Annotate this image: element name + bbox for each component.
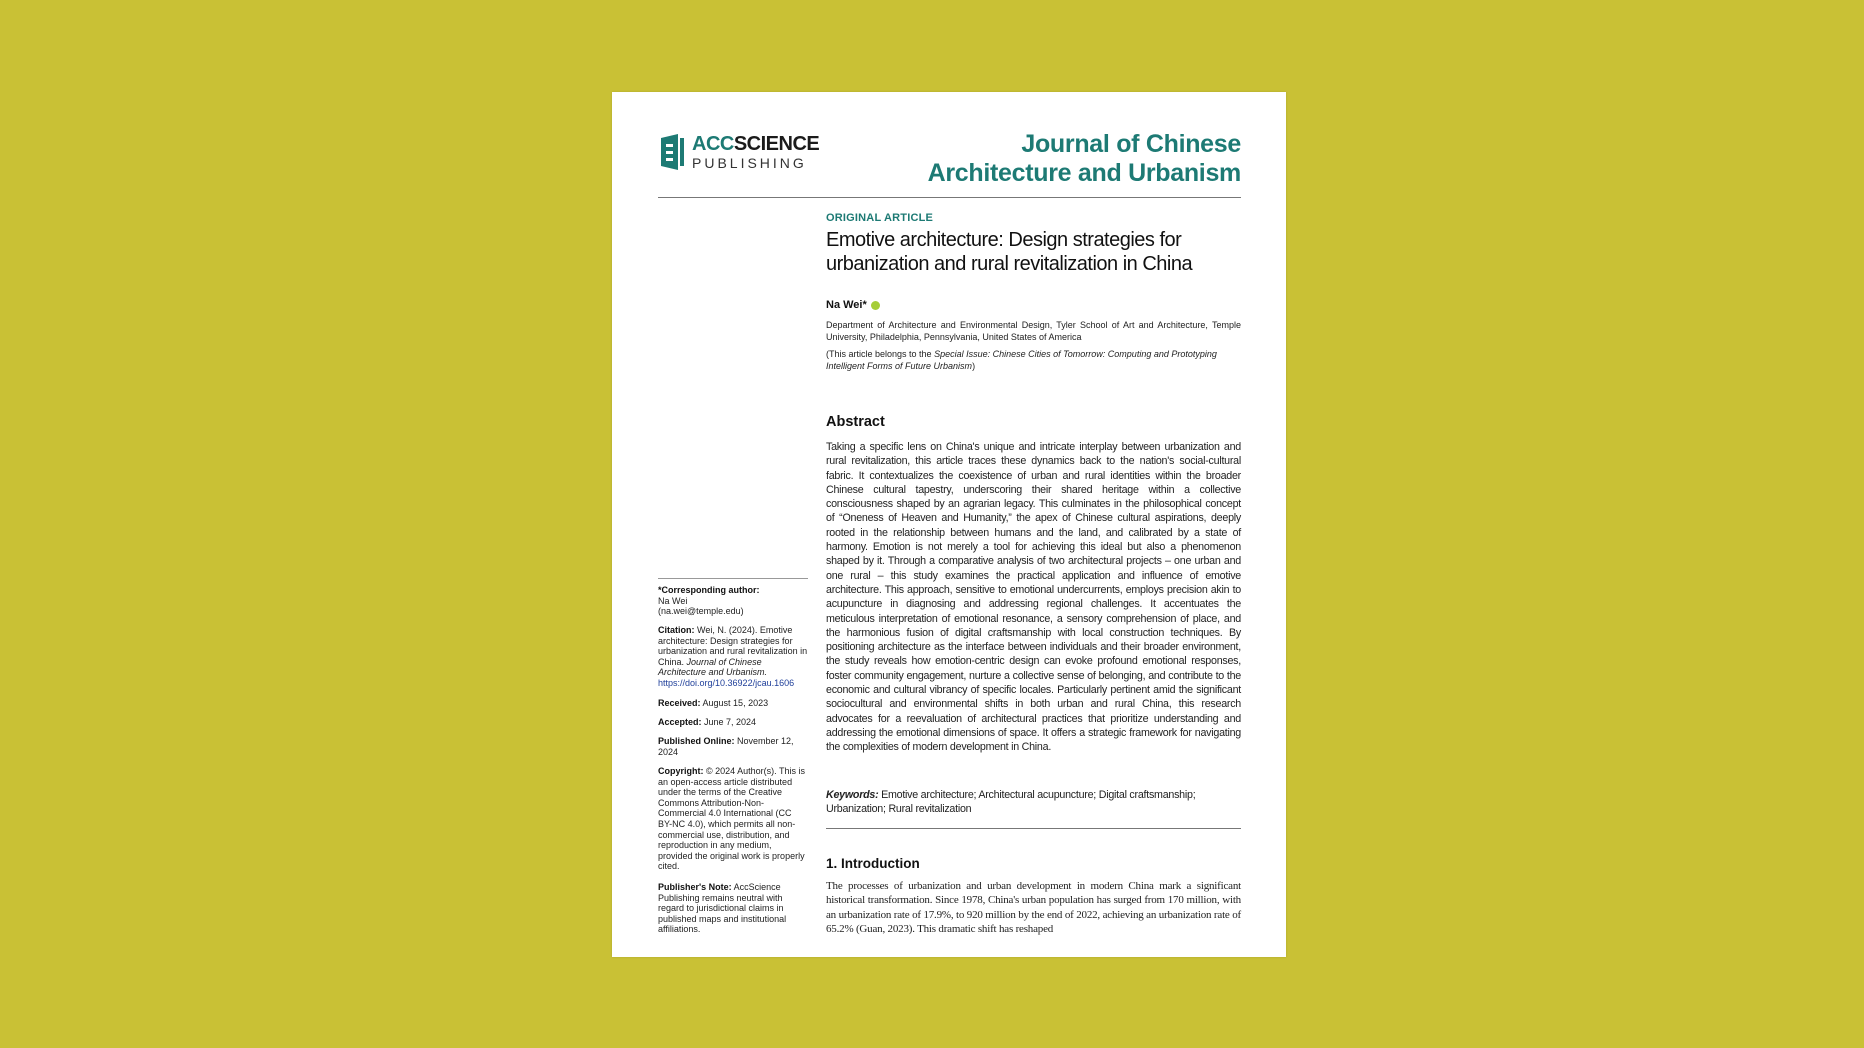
published-value: November 12, 2024 [658, 736, 794, 757]
publisher-note-text: AccScience Publishing remains neutral with regard to jurisdictional claims in published maps and institutional affiliations. [658, 882, 787, 935]
received-value: August 15, 2023 [700, 698, 769, 708]
published-date [658, 736, 808, 757]
special-issue-suffix: ) [972, 361, 976, 371]
published-label: Published Online: [658, 736, 735, 746]
keywords-text: Emotive architecture; Architectural acupuncture; Digital craftsmanship; Urbanization; Rural revitalization [826, 789, 1196, 816]
copyright-text: © 2024 Author(s). This is an open-access article distributed under the terms of the Creative Commons Attribution-Non-Commercial 4.0 International (CC BY-NC 4.0), which permits all non-commercial use, distribution, and reproduction in any medium, provided the original work is properly cited. [658, 766, 806, 872]
introduction-body: The processes of urbanization and urban development in modern China mark a significant historical transformation. Since 1978, China's urban population has surged from 170 million, with an urbanization rate of 17.9%, to 920 million by the end of 2022, achieving an urbanization rate of 65.2% (Guan, 2023). This dramatic shift has reshaped [826, 880, 1241, 935]
accepted-date [658, 717, 808, 728]
keywords-label: Keywords: [826, 789, 879, 801]
publisher-logo [658, 132, 819, 172]
abstract-body: Taking a specific lens on China's unique and intricate interplay between urbanization and rural revitalization, this article traces these dynamics back to the nation's social-cultural fabric. It contextualizes the coexistence of urban and rural identities within the broader Chinese cultural tapestry, underscoring their shared heritage within a collective consciousness shaped by an agrarian legacy. This culminates in the philosophical concept of “Oneness of Heaven and Humanity,” the apex of Chinese cultural aspirations, deeply rooted in the relationship between humans and the land, and calibrated by a state of harmony. Emotion is not merely a tool for achieving this ideal but also a phenomenon shaped by it. Through a comparative analysis of two architectural projects – one urban and one rural – this study examines the practical application and influence of emotive architecture. This approach, sensitive to emotional undercurrents, employs precision akin to acupuncture in diagnosing and addressing regional challenges. It accentuates the meticulous interpretation of emotional resonance, a sensory comprehension of place, and the harmonious fusion of digital craftsmanship with local construction techniques. By positioning architecture as the interface between individuals and their broader environment, the study reveals how emotion-centric design can evoke profound emotional responses, foster community engagement, nurture a collective sense of belonging, and contribute to the economic and cultural vibrancy of specific locales. Particularly pertinent amid the significant sociocultural and environmental shifts in both urban and rural China, this research advocates for a reevaluation of architectural practices that prioritize understanding and addressing the emotional dimensions of space. It offers a strategic framework for navigating the complexities of modern development in China. [826, 441, 1241, 754]
corr-name: Na Wei [658, 595, 688, 606]
special-issue-prefix: (This article belongs to the [826, 349, 935, 359]
citation-text: Wei, N. (2024). Emotive architecture: Design strategies for urbanization and rural revitalization in China. [658, 625, 808, 667]
article-title: Emotive architecture: Design strategies for urbanization and rural revitalization in China [826, 229, 1193, 275]
abstract-heading: Abstract [826, 414, 885, 430]
orcid-icon[interactable] [871, 301, 880, 310]
corr-label: *Corresponding author: [658, 585, 760, 595]
keywords [826, 788, 1241, 817]
author [826, 299, 1241, 311]
journal-title-line2: Architecture and Urbanism [927, 159, 1241, 187]
publisher-name-main: SCIENCE [733, 133, 820, 155]
received-date [658, 698, 808, 709]
citation-journal: Journal of Chinese Architecture and Urbanism. [658, 656, 768, 678]
citation [658, 625, 808, 689]
copyright-label: Copyright: [658, 766, 704, 776]
introduction-heading: 1. Introduction [826, 856, 920, 871]
article-page [612, 92, 1286, 957]
publisher-note [658, 882, 808, 935]
author-name: Na Wei* [826, 299, 867, 311]
header-divider [658, 197, 1241, 198]
corresponding-author [658, 585, 808, 617]
copyright [658, 766, 808, 872]
received-label: Received: [658, 698, 701, 708]
accscience-logo-icon [658, 132, 686, 172]
sidebar-divider [658, 578, 808, 579]
accepted-value: June 7, 2024 [701, 717, 757, 727]
article-type: ORIGINAL ARTICLE [826, 212, 934, 224]
keywords-divider [826, 828, 1241, 829]
journal-title-line1: Journal of Chinese [1021, 130, 1241, 158]
accepted-label: Accepted: [658, 717, 702, 727]
special-issue-note [826, 348, 1241, 372]
publisher-note-label: Publisher's Note: [658, 882, 732, 892]
special-issue-name: Special Issue: Chinese Cities of Tomorrow: Computing and Prototyping Intelligent Forms of Future Urbanism [826, 349, 1217, 371]
doi-link[interactable]: https://doi.org/10.36922/jcau.1606 [658, 677, 795, 688]
publisher-name-accent: ACC [692, 133, 734, 155]
affiliation: Department of Architecture and Environmental Design, Tyler School of Art and Architecture, Temple University, Philadelphia, Pennsylvania, United States of America [826, 320, 1241, 342]
publisher-name-sub: PUBLISHING [692, 155, 807, 171]
citation-label: Citation: [658, 625, 695, 635]
corr-email[interactable]: (na.wei@temple.edu) [658, 606, 744, 617]
journal-title [928, 130, 1241, 188]
